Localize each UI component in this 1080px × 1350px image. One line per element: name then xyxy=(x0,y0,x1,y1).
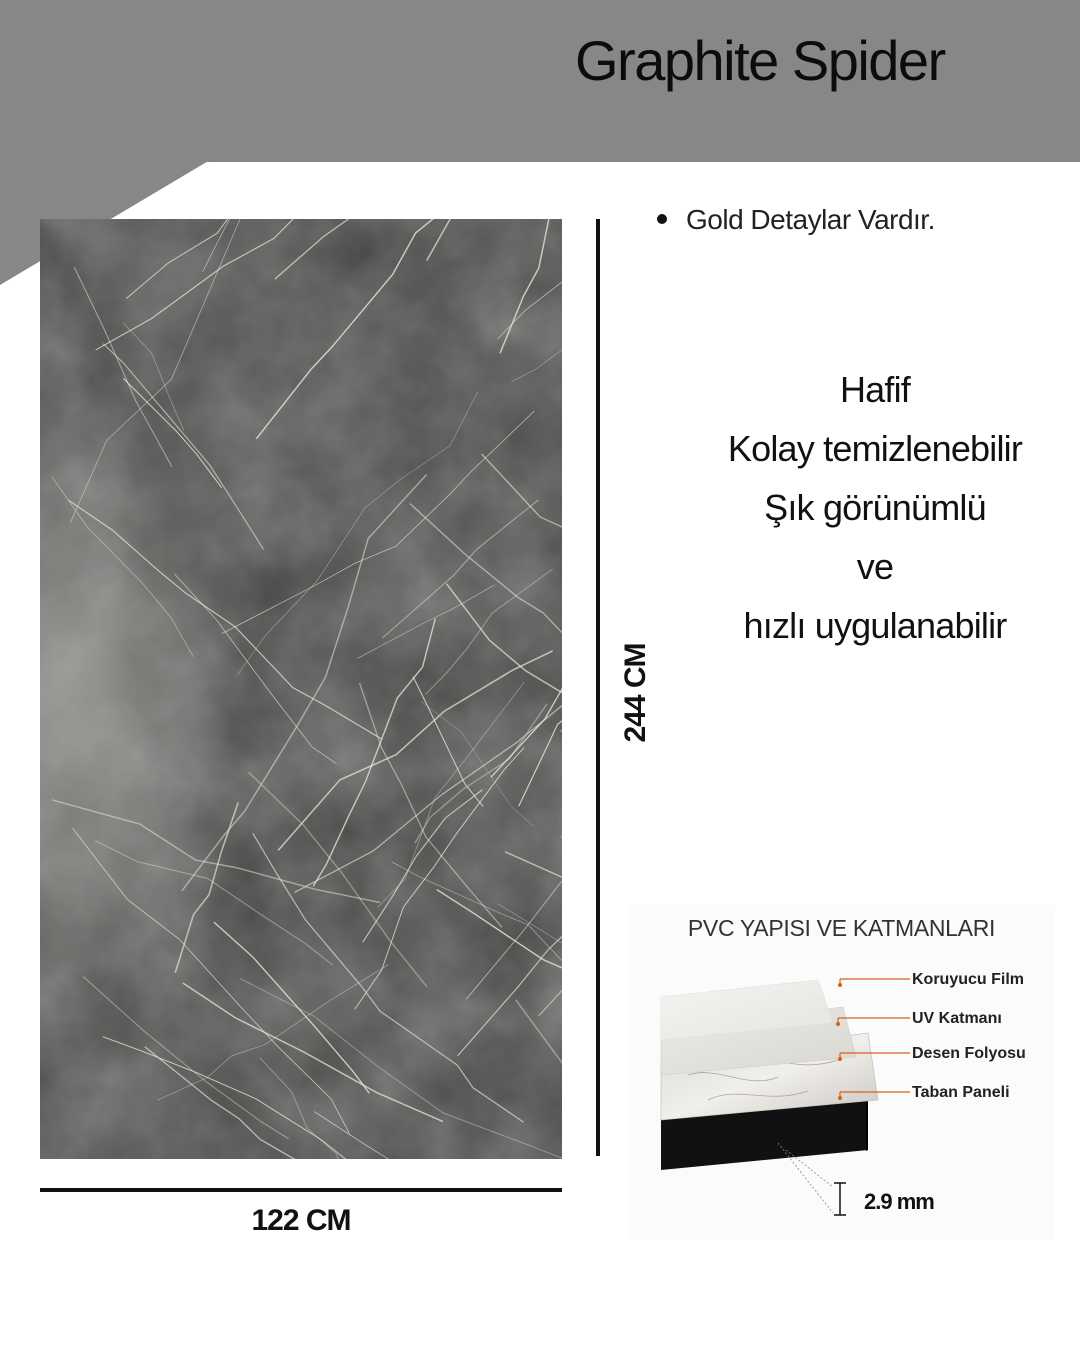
layer-label-pattern-foil: Desen Folyosu xyxy=(912,1045,1026,1062)
pvc-layers-title: PVC YAPISI VE KATMANLARI xyxy=(687,915,996,941)
feature-light: Hafif xyxy=(839,369,911,410)
bullet-icon xyxy=(657,214,667,224)
feature-list xyxy=(700,360,1050,655)
height-dimension-line xyxy=(596,219,600,1156)
marble-panel-image xyxy=(40,219,562,1159)
feature-and: ve xyxy=(856,546,894,587)
width-dimension-label: 122 CM xyxy=(251,1204,351,1237)
layer-label-uv: UV Katmanı xyxy=(912,1010,1002,1027)
feature-stylish: Şık görünümlü xyxy=(764,487,986,528)
layer-label-base-panel: Taban Paneli xyxy=(912,1084,1010,1101)
thickness-label: 2.9 mm xyxy=(864,1189,934,1214)
pvc-layers-card xyxy=(628,905,1055,1240)
gold-detail-note: Gold Detaylar Vardır. xyxy=(686,204,935,235)
layer-label-protective-film: Koruyucu Film xyxy=(912,971,1025,988)
width-dimension-line xyxy=(40,1188,562,1192)
height-dimension-label: 244 CM xyxy=(619,643,652,743)
product-title: Graphite Spider xyxy=(575,29,945,92)
feature-fast-install: hızlı uygulanabilir xyxy=(743,605,1007,646)
pvc-layer-diagram xyxy=(628,905,1055,1240)
feature-easy-clean: Kolay temizlenebilir xyxy=(727,428,1023,469)
